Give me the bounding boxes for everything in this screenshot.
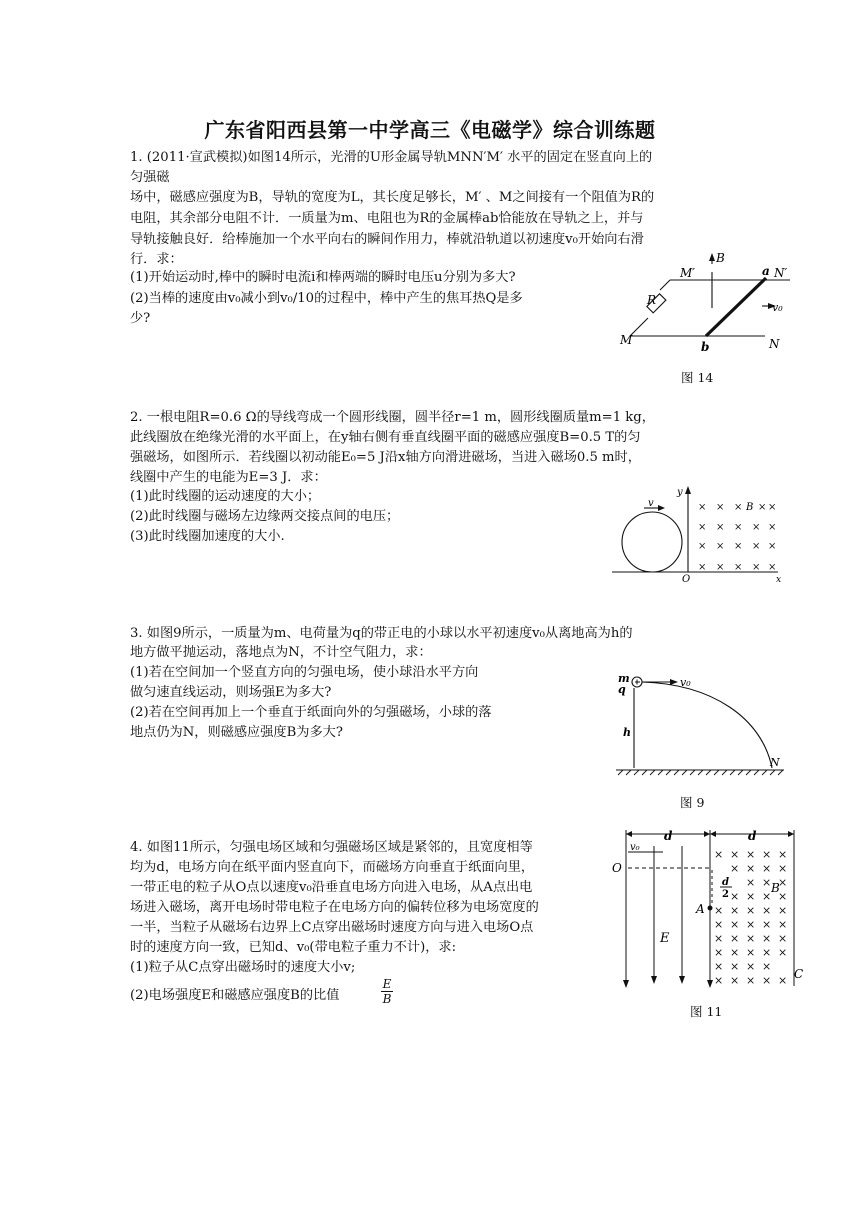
q4-line: 场进入磁场，离开电场时带电粒子在电场方向的偏转位移为电场宽度的: [130, 900, 539, 915]
proj-label-v0: v₀: [680, 676, 691, 689]
svg-text:×: ×: [714, 960, 724, 973]
coil-field-diagram: [608, 484, 788, 584]
svg-text:×: ×: [778, 876, 788, 889]
q2-line: (1)此时线圈的运动速度的大小；: [130, 489, 321, 504]
svg-text:×: ×: [714, 974, 724, 987]
q2-line: 线圈中产生的电能为E=3 J．求：: [130, 470, 327, 485]
svg-text:×: ×: [758, 502, 767, 513]
svg-text:×: ×: [768, 562, 777, 573]
q3-line: 3. 如图9所示，一质量为m、电荷量为q的带正电的小球以水平初速度v₀从离地高为h的: [130, 626, 633, 641]
svg-text:×: ×: [730, 932, 740, 945]
q1-line: (1)开始运动时,棒中的瞬时电流i和棒两端的瞬时电压u分别为多大?: [130, 270, 516, 285]
proj-label-q: q: [618, 683, 626, 696]
svg-text:×: ×: [762, 960, 772, 973]
figure-14-rails-diagram: [610, 250, 810, 365]
svg-text:×: ×: [698, 522, 707, 533]
coil-label-x: x: [776, 575, 782, 584]
fields-label-d2: d: [748, 829, 757, 843]
fig14-label-B: B: [716, 251, 725, 265]
coil-label-v: v: [648, 498, 654, 509]
q3-line: 地点仍为N，则磁感应强度B为多大?: [130, 725, 343, 740]
q2-line: 强磁场，如图所示．若线圈以初动能E₀=5 J沿x轴方向滑进磁场，当进入磁场0.5 m时，: [130, 450, 641, 465]
ratio-denominator: B: [382, 992, 392, 1006]
proj-label-N: N: [770, 756, 780, 769]
svg-text:×: ×: [714, 932, 724, 945]
q1-line: 场中，磁感应强度为B，导轨的宽度为L，其长度足够长，M′ 、M之间接有一个阻值为R的: [130, 190, 655, 205]
svg-text:×: ×: [714, 918, 724, 931]
proj-label-h: h: [623, 726, 631, 739]
svg-text:×: ×: [762, 946, 772, 959]
q3-line: (2)若在空间再加上一个垂直于纸面向外的匀强磁场，小球的落: [130, 705, 492, 720]
fields-label-B: B: [771, 881, 780, 895]
svg-text:×: ×: [762, 918, 772, 931]
svg-text:×: ×: [752, 541, 761, 552]
svg-text:×: ×: [746, 904, 756, 917]
page-title: 广东省阳西县第一中学高三《电磁学》综合训练题: [204, 118, 656, 142]
svg-text:×: ×: [730, 890, 740, 903]
q1-line: 少?: [130, 311, 151, 326]
svg-text:×: ×: [746, 862, 756, 875]
coil-label-O: O: [682, 574, 691, 584]
svg-text:×: ×: [714, 946, 724, 959]
svg-text:×: ×: [762, 862, 772, 875]
fields-label-half-den: 2: [722, 889, 729, 900]
q1-line: 匀强磁: [130, 170, 170, 185]
fields-label-d1: d: [664, 829, 673, 843]
q3-line: (1)若在空间加一个竖直方向的匀强电场，使小球沿水平方向: [130, 665, 479, 680]
q4-line: 一带正电的粒子从O点以速度v₀沿垂直电场方向进入电场，从A点出电: [130, 880, 533, 895]
proj-label-m: m: [618, 672, 630, 685]
svg-text:×: ×: [730, 848, 740, 861]
svg-text:×: ×: [762, 876, 772, 889]
fields-label-C: C: [794, 967, 804, 981]
svg-text:×: ×: [752, 562, 761, 573]
q1-line: 1. (2011·宣武模拟)如图14所示，光滑的U形金属导轨MNN′M′ 水平的固定在竖直向上的: [130, 150, 653, 165]
q4-line: (1)粒子从C点穿出磁场时的速度大小v;: [130, 960, 356, 975]
fields-label-v0: v₀: [630, 842, 640, 853]
svg-text:×: ×: [734, 522, 743, 533]
fig14-label-R: R: [647, 293, 657, 307]
figure-14-caption: 图 14: [681, 370, 714, 385]
svg-text:×: ×: [734, 562, 743, 573]
fig14-label-Np: N′: [774, 266, 788, 280]
svg-text:×: ×: [778, 890, 788, 903]
svg-text:×: ×: [730, 862, 740, 875]
q2-line: (2)此时线圈与磁场左边缘两交接点间的电压；: [130, 509, 400, 524]
svg-text:×: ×: [746, 918, 756, 931]
fig14-label-N: N: [769, 337, 780, 351]
svg-text:×: ×: [730, 974, 740, 987]
projectile-diagram: [612, 668, 792, 780]
fields-label-half-num: d: [722, 877, 729, 888]
q3-line: 地方做平抛运动，落地点为N，不计空气阻力，求：: [130, 645, 432, 660]
svg-text:×: ×: [778, 848, 788, 861]
q4-line: (2)电场强度E和磁感应强度B的比值: [130, 988, 340, 1003]
coil-label-y: y: [677, 487, 683, 498]
fields-label-O: O: [612, 861, 622, 875]
figure-9-caption: 图 9: [680, 795, 705, 810]
svg-text:×: ×: [730, 918, 740, 931]
svg-text:×: ×: [762, 932, 772, 945]
svg-text:×: ×: [746, 946, 756, 959]
svg-text:×: ×: [762, 890, 772, 903]
fig14-label-b: b: [701, 340, 710, 354]
fields-label-A: A: [696, 902, 705, 916]
svg-text:×: ×: [716, 562, 725, 573]
svg-text:×: ×: [752, 522, 761, 533]
fig14-label-a: a: [762, 264, 770, 278]
svg-text:×: ×: [768, 541, 777, 552]
svg-text:×: ×: [698, 562, 707, 573]
q1-line: (2)当棒的速度由v₀减小到v₀/10的过程中，棒中产生的焦耳热Q是多: [130, 291, 523, 306]
svg-text:×: ×: [716, 541, 725, 552]
svg-text:×: ×: [734, 502, 743, 513]
fig14-label-Mp: M′: [680, 266, 696, 280]
svg-text:×: ×: [714, 904, 724, 917]
q4-line: 一半，当粒子从磁场右边界上C点穿出磁场时速度方向与进入电场O点: [130, 920, 534, 935]
svg-text:×: ×: [778, 904, 788, 917]
svg-text:×: ×: [762, 848, 772, 861]
svg-text:×: ×: [778, 862, 788, 875]
q4-line: 均为d，电场方向在纸平面内竖直向下，而磁场方向垂直于纸面向里，: [130, 860, 535, 875]
svg-text:×: ×: [778, 974, 788, 987]
ratio-E-over-B: [381, 977, 393, 1006]
svg-text:×: ×: [746, 890, 756, 903]
svg-text:×: ×: [746, 932, 756, 945]
coil-label-B: B: [746, 502, 754, 513]
q3-line: 做匀速直线运动，则场强E为多大?: [130, 685, 332, 700]
svg-text:×: ×: [762, 974, 772, 987]
q1-line: 导轨接触良好．给棒施加一个水平向右的瞬间作用力，棒就沿轨道以初速度v₀开始向右滑: [130, 232, 644, 247]
fields-label-E: E: [660, 931, 670, 946]
q1-line: 行．求：: [130, 252, 183, 267]
fig14-label-M: M: [620, 333, 633, 347]
svg-text:×: ×: [778, 946, 788, 959]
fig14-label-v0: v₀: [772, 301, 783, 314]
q1-line: 电阻，其余部分电阻不计．一质量为m、电阻也为R的金属棒ab恰能放在导轨之上，并与: [130, 211, 644, 226]
svg-text:×: ×: [768, 522, 777, 533]
svg-text:×: ×: [746, 974, 756, 987]
svg-text:×: ×: [730, 904, 740, 917]
svg-text:×: ×: [730, 960, 740, 973]
svg-text:×: ×: [734, 541, 743, 552]
svg-text:×: ×: [746, 848, 756, 861]
svg-text:×: ×: [778, 932, 788, 945]
q4-line: 4. 如图11所示，匀强电场区域和匀强磁场区域是紧邻的，且宽度相等: [130, 840, 533, 855]
q4-line: 时的速度方向一致，已知d、v₀(带电粒子重力不计)，求:: [130, 940, 457, 955]
svg-text:×: ×: [716, 522, 725, 533]
svg-text:×: ×: [698, 541, 707, 552]
q2-line: (3)此时线圈加速度的大小.: [130, 529, 285, 544]
svg-text:×: ×: [730, 946, 740, 959]
field-region-diagram: [608, 826, 808, 996]
svg-text:×: ×: [716, 502, 725, 513]
svg-text:×: ×: [698, 502, 707, 513]
svg-text:×: ×: [778, 918, 788, 931]
svg-text:×: ×: [768, 502, 777, 513]
q2-line: 此线圈放在绝缘光滑的水平面上，在y轴右侧有垂直线圈平面的磁感应强度B=0.5 T的匀: [130, 430, 641, 445]
figure-11-caption: 图 11: [690, 1004, 723, 1019]
svg-text:×: ×: [762, 904, 772, 917]
svg-text:×: ×: [746, 876, 756, 889]
ratio-numerator: E: [382, 977, 392, 991]
q2-line: 2. 一根电阻R=0.6 Ω的导线弯成一个圆形线圈，圆半径r=1 m，圆形线圈质量m=1 kg，: [130, 410, 655, 425]
svg-text:×: ×: [746, 960, 756, 973]
svg-text:×: ×: [714, 848, 724, 861]
